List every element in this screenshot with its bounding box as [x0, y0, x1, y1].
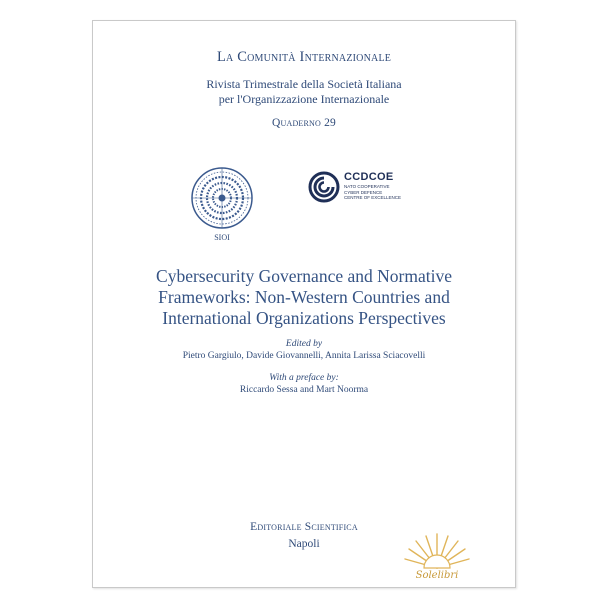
- ccdcoe-logo: [308, 169, 428, 209]
- sioi-emblem-icon: [189, 164, 255, 244]
- publisher-name: Editoriale Scientifica: [250, 521, 358, 533]
- journal-subtitle-line-1: Rivista Trimestrale della Società Italiana: [206, 77, 402, 91]
- series-title: La Comunità Internazionale: [216, 49, 392, 65]
- ccdcoe-line-1: NATO COOPERATIVE: [344, 184, 390, 189]
- sunrise-icon: [402, 528, 472, 572]
- ccdcoe-line-3: CENTRE OF EXCELLENCE: [344, 195, 402, 200]
- publisher-city: Napoli: [288, 538, 320, 550]
- sioi-label: SIOI: [214, 233, 230, 242]
- sioi-logo: [189, 164, 255, 244]
- issue-number: Quaderno 29: [272, 117, 336, 129]
- solelibri-watermark: [402, 528, 472, 584]
- preface-label: With a preface by:: [269, 373, 339, 383]
- ccdcoe-name: CCDCOE: [344, 171, 394, 183]
- book-title-line-3: International Organizations Perspectives: [162, 308, 446, 328]
- journal-subtitle-line-2: per l'Organizzazione Internazionale: [218, 92, 390, 106]
- preface-authors: Riccardo Sessa and Mart Noorma: [239, 385, 369, 395]
- ccdcoe-line-2: CYBER DEFENCE: [344, 189, 383, 195]
- book-title-line-1: Cybersecurity Governance and Normative: [156, 266, 452, 286]
- edited-by-label: Edited by: [285, 339, 323, 349]
- solelibri-text: Solelibri: [415, 570, 459, 581]
- editors-names: Pietro Gargiulo, Davide Giovannelli, Annita Larissa Sciacovelli: [182, 351, 426, 361]
- ccdcoe-emblem-icon: [308, 171, 340, 203]
- book-title-line-2: Frameworks: Non-Western Countries and: [158, 287, 450, 307]
- book-cover: [92, 20, 516, 588]
- book-title: [93, 266, 515, 329]
